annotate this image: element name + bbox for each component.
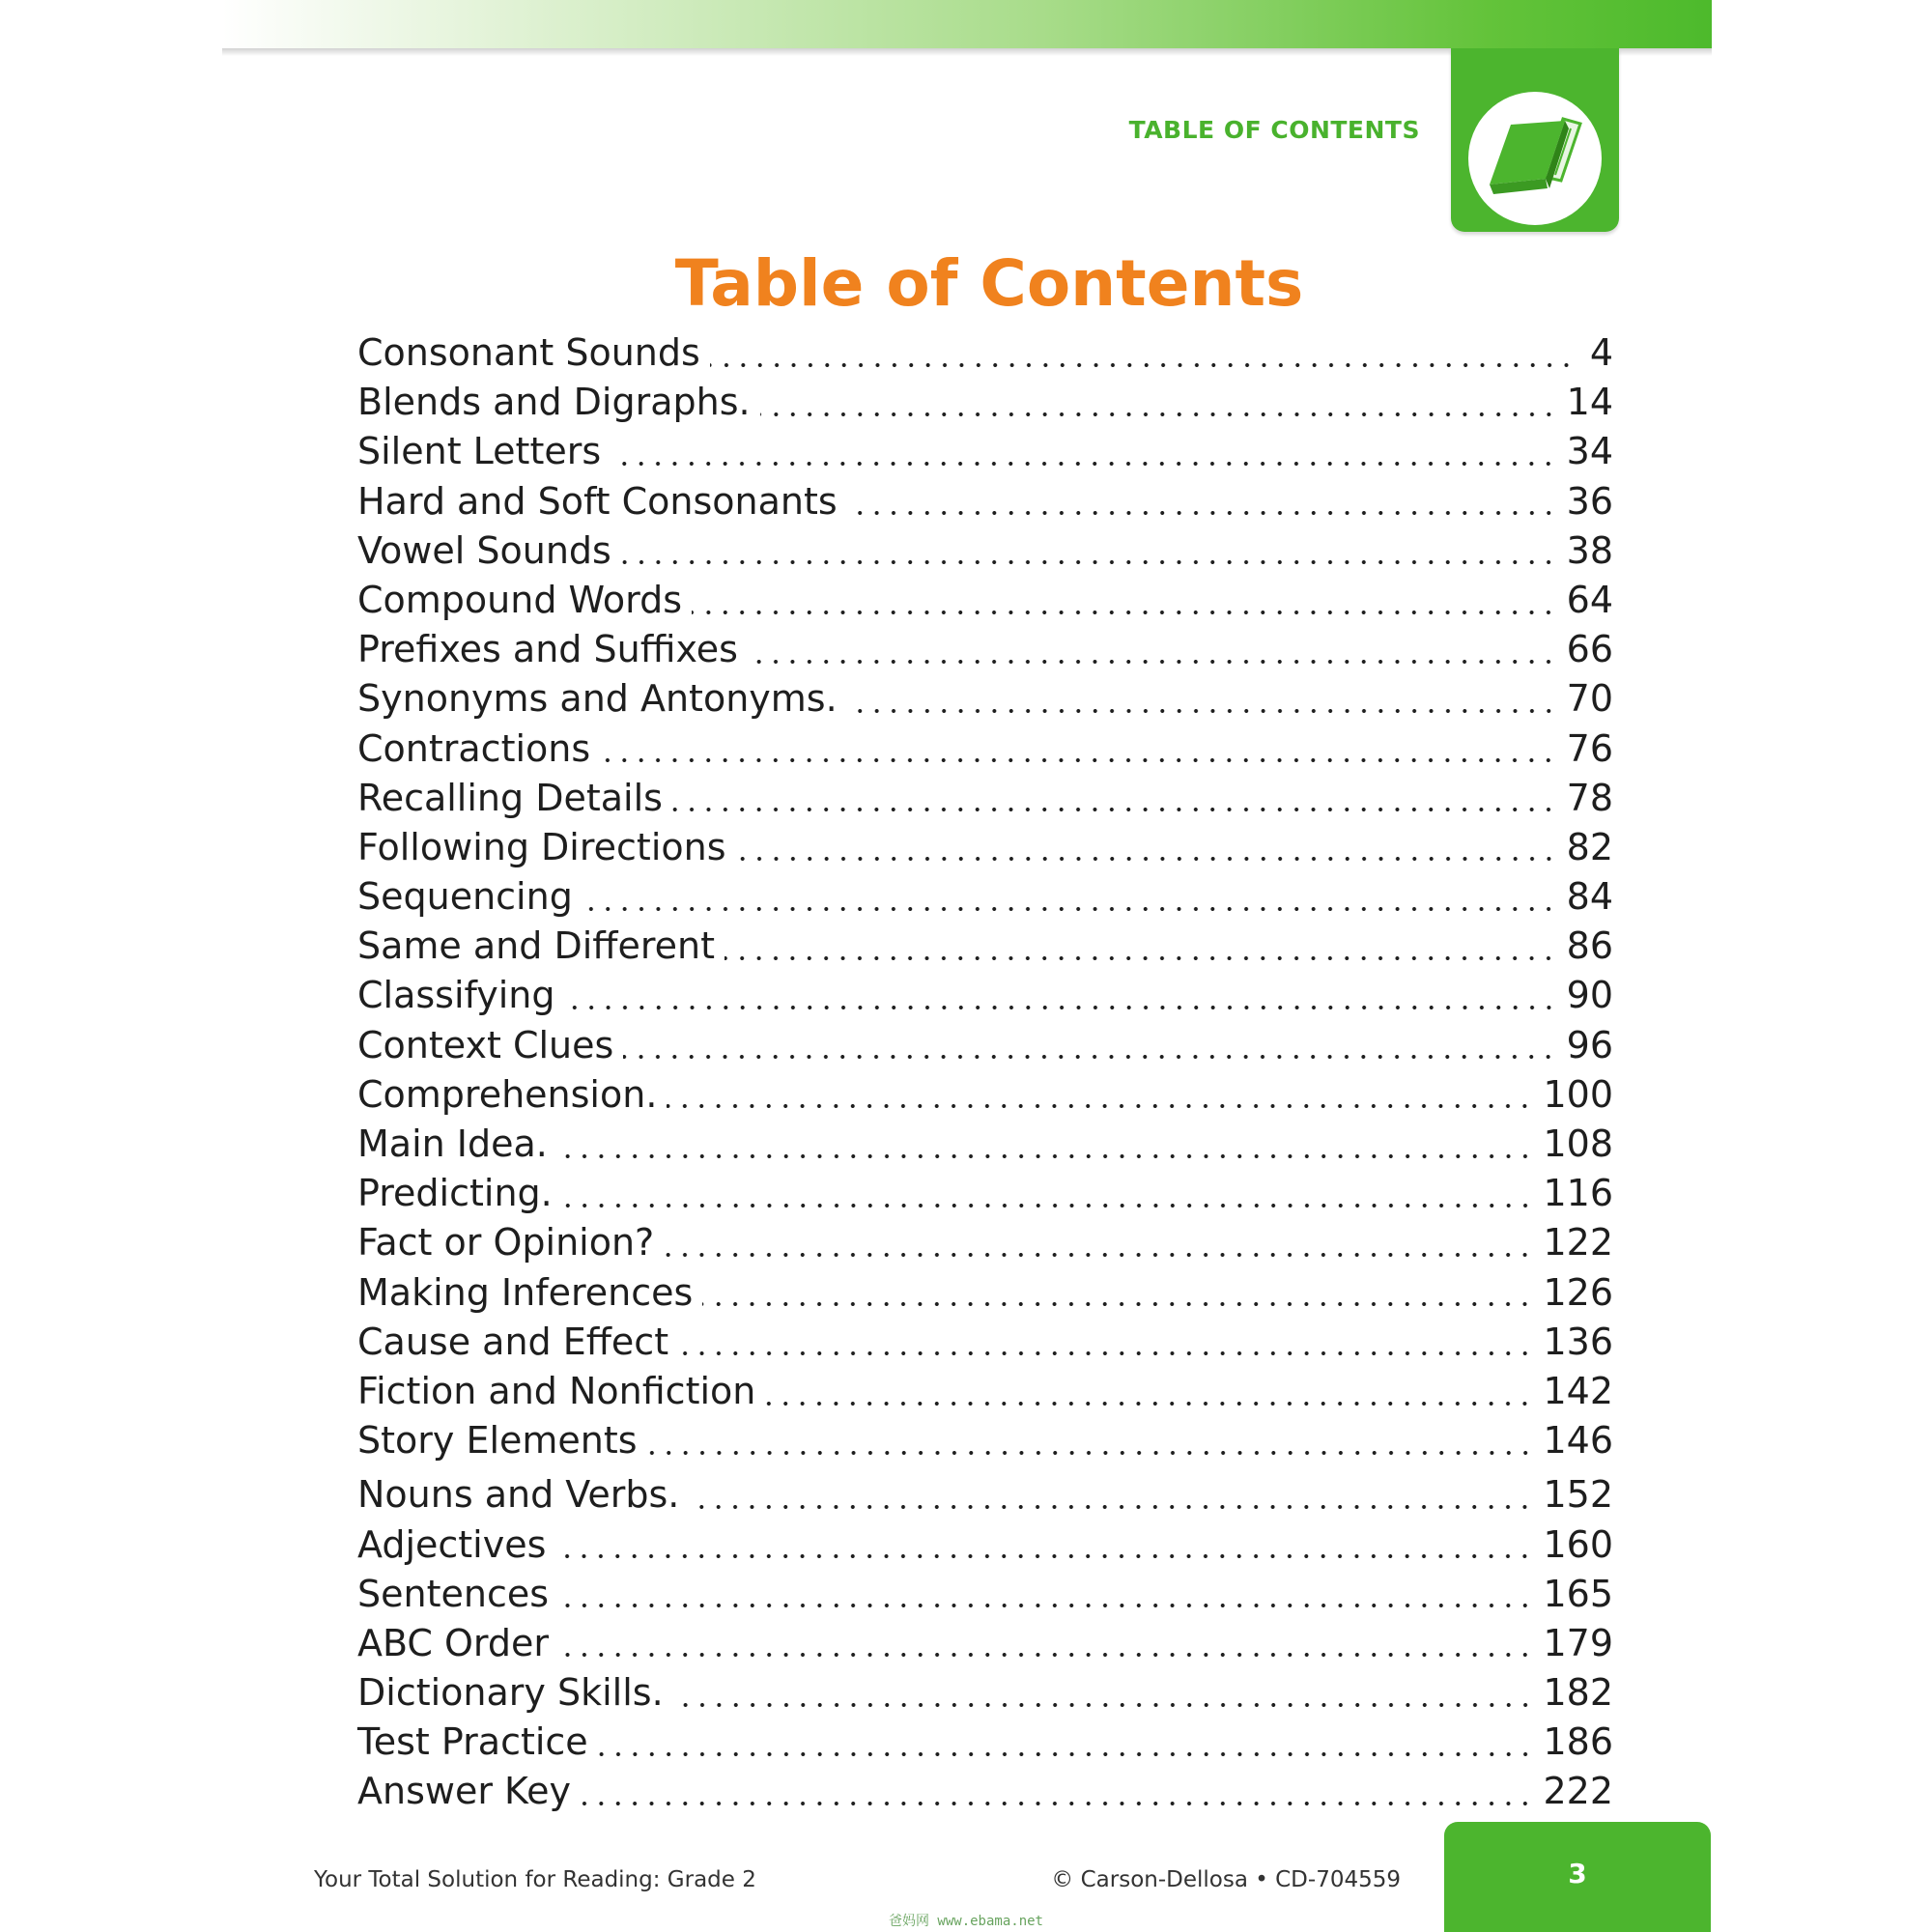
dot-leader [760, 412, 1557, 416]
toc-row [357, 1268, 1613, 1318]
toc-label: Compound Words [357, 578, 683, 621]
toc-row [357, 724, 1613, 774]
dot-leader [664, 1253, 1533, 1257]
toc-page-number: 136 [1543, 1320, 1613, 1363]
dot-leader [692, 611, 1557, 614]
toc-label: Making Inferences [357, 1270, 694, 1314]
toc-row [357, 526, 1613, 576]
toc-row [357, 1218, 1613, 1267]
toc-row [357, 1021, 1613, 1070]
toc-label: Sequencing [357, 875, 573, 919]
toc-label: Fact or Opinion? [357, 1221, 655, 1264]
dot-leader [847, 511, 1557, 515]
toc-label: Answer Key [357, 1770, 571, 1813]
toc-label: Recalling Details [357, 776, 663, 819]
toc-page-number: 76 [1566, 726, 1613, 770]
toc-row [357, 1367, 1613, 1416]
toc-page-number: 146 [1543, 1419, 1613, 1463]
toc-label: Nouns and Verbs. [357, 1473, 680, 1517]
dot-leader [678, 1351, 1533, 1355]
dot-leader [702, 1302, 1533, 1306]
dot-leader [765, 1402, 1533, 1406]
toc-row [357, 328, 1613, 378]
toc-page-number: 90 [1566, 974, 1613, 1017]
section-label: TABLE OF CONTENTS [1128, 116, 1420, 144]
dot-leader [555, 1554, 1533, 1558]
toc-row [357, 872, 1613, 922]
toc-label: Classifying [357, 974, 555, 1017]
dot-leader [557, 1154, 1534, 1158]
toc-page-number: 222 [1543, 1770, 1613, 1813]
toc-label: Silent Letters [357, 430, 602, 473]
toc-page-number: 182 [1543, 1671, 1613, 1715]
toc-page-number: 38 [1566, 528, 1613, 572]
toc-page-number: 4 [1589, 331, 1613, 374]
dot-leader [558, 1653, 1533, 1657]
toc-row [357, 1416, 1613, 1465]
toc-page-number: 78 [1566, 776, 1613, 819]
toc-label: Adjectives [357, 1522, 547, 1566]
toc-label: Contractions [357, 726, 591, 770]
toc-row [357, 922, 1613, 971]
book-icon [1468, 92, 1602, 225]
toc-page-number: 64 [1566, 578, 1613, 621]
dot-leader [847, 709, 1557, 713]
toc-row [357, 1520, 1613, 1570]
toc-row [357, 1570, 1613, 1619]
page-number: 3 [1568, 1858, 1587, 1889]
toc-row [357, 427, 1613, 476]
dot-leader [672, 808, 1557, 811]
dot-leader [689, 1505, 1533, 1509]
toc-page-number: 34 [1566, 430, 1613, 473]
watermark: 爸妈网 www.ebama.net [888, 1914, 1043, 1929]
toc-row [357, 1718, 1613, 1767]
dot-leader [647, 1451, 1534, 1455]
toc-row [357, 971, 1613, 1020]
dot-leader [736, 857, 1557, 861]
page-title: Table of Contents [674, 246, 1304, 321]
toc-row [357, 1070, 1613, 1120]
toc-label: Main Idea. [357, 1122, 548, 1165]
dot-leader [565, 1006, 1557, 1009]
toc-row [357, 774, 1613, 823]
toc-page-number: 70 [1566, 677, 1613, 721]
toc-label: Comprehension. [357, 1072, 658, 1116]
dot-leader [582, 907, 1557, 911]
toc-row [357, 823, 1613, 872]
toc-label: Prefixes and Suffixes [357, 628, 738, 671]
dot-leader [558, 1604, 1533, 1607]
dot-leader [724, 956, 1557, 960]
book-icon-circle [1468, 92, 1602, 225]
toc-page-number: 122 [1543, 1221, 1613, 1264]
toc-page-number: 142 [1543, 1369, 1613, 1412]
toc-label: Story Elements [357, 1419, 638, 1463]
toc-page-number: 84 [1566, 875, 1613, 919]
table-of-contents [357, 328, 1613, 1817]
dot-leader [621, 560, 1557, 564]
dot-leader [710, 363, 1575, 367]
toc-row [357, 1470, 1613, 1520]
dot-leader [598, 1752, 1534, 1756]
toc-page-number: 14 [1566, 381, 1613, 424]
toc-page-number: 160 [1543, 1522, 1613, 1566]
toc-row [357, 1619, 1613, 1668]
toc-row [357, 576, 1613, 625]
dot-leader [667, 1104, 1533, 1108]
dot-leader [611, 462, 1556, 466]
toc-page-number: 152 [1543, 1473, 1613, 1517]
toc-page-number: 86 [1566, 924, 1613, 968]
toc-page-number: 82 [1566, 825, 1613, 868]
toc-label: Fiction and Nonfiction [357, 1369, 756, 1412]
toc-page-number: 165 [1543, 1572, 1613, 1615]
toc-label: Predicting. [357, 1172, 553, 1215]
toc-page-number: 186 [1543, 1720, 1613, 1764]
toc-row [357, 1668, 1613, 1718]
toc-row [357, 1767, 1613, 1816]
dot-leader [623, 1055, 1556, 1059]
dot-leader [600, 758, 1556, 762]
toc-row [357, 1120, 1613, 1169]
footer-book-title: Your Total Solution for Reading: Grade 2 [314, 1867, 756, 1892]
toc-label: Vowel Sounds [357, 528, 611, 572]
toc-label: Test Practice [357, 1720, 588, 1764]
section-tab [1451, 48, 1619, 232]
toc-label: Consonant Sounds [357, 331, 700, 374]
toc-page-number: 66 [1566, 628, 1613, 671]
toc-page-number: 126 [1543, 1270, 1613, 1314]
dot-leader [673, 1703, 1534, 1707]
toc-page-number: 96 [1566, 1023, 1613, 1066]
dot-leader [581, 1802, 1534, 1805]
toc-label: Blends and Digraphs. [357, 381, 751, 424]
toc-label: Cause and Effect [357, 1320, 669, 1363]
toc-row [357, 625, 1613, 674]
dot-leader [562, 1204, 1534, 1208]
toc-label: ABC Order [357, 1621, 549, 1664]
toc-page-number: 116 [1543, 1172, 1613, 1215]
toc-label: Context Clues [357, 1023, 614, 1066]
toc-row [357, 477, 1613, 526]
toc-row [357, 1169, 1613, 1218]
toc-label: Synonyms and Antonyms. [357, 677, 838, 721]
toc-row [357, 1318, 1613, 1367]
toc-label: Sentences [357, 1572, 550, 1615]
toc-label: Following Directions [357, 825, 726, 868]
toc-label: Hard and Soft Consonants [357, 479, 838, 523]
footer-copyright: © Carson-Dellosa • CD-704559 [1051, 1867, 1401, 1892]
toc-label: Dictionary Skills. [357, 1671, 664, 1715]
toc-page-number: 108 [1543, 1122, 1613, 1165]
toc-page-number: 36 [1566, 479, 1613, 523]
toc-label: Same and Different [357, 924, 715, 968]
top-gradient-strip [222, 0, 1712, 48]
toc-row [357, 378, 1613, 427]
toc-row [357, 674, 1613, 724]
toc-page-number: 179 [1543, 1621, 1613, 1664]
toc-page-number: 100 [1543, 1072, 1613, 1116]
dot-leader [748, 660, 1557, 664]
